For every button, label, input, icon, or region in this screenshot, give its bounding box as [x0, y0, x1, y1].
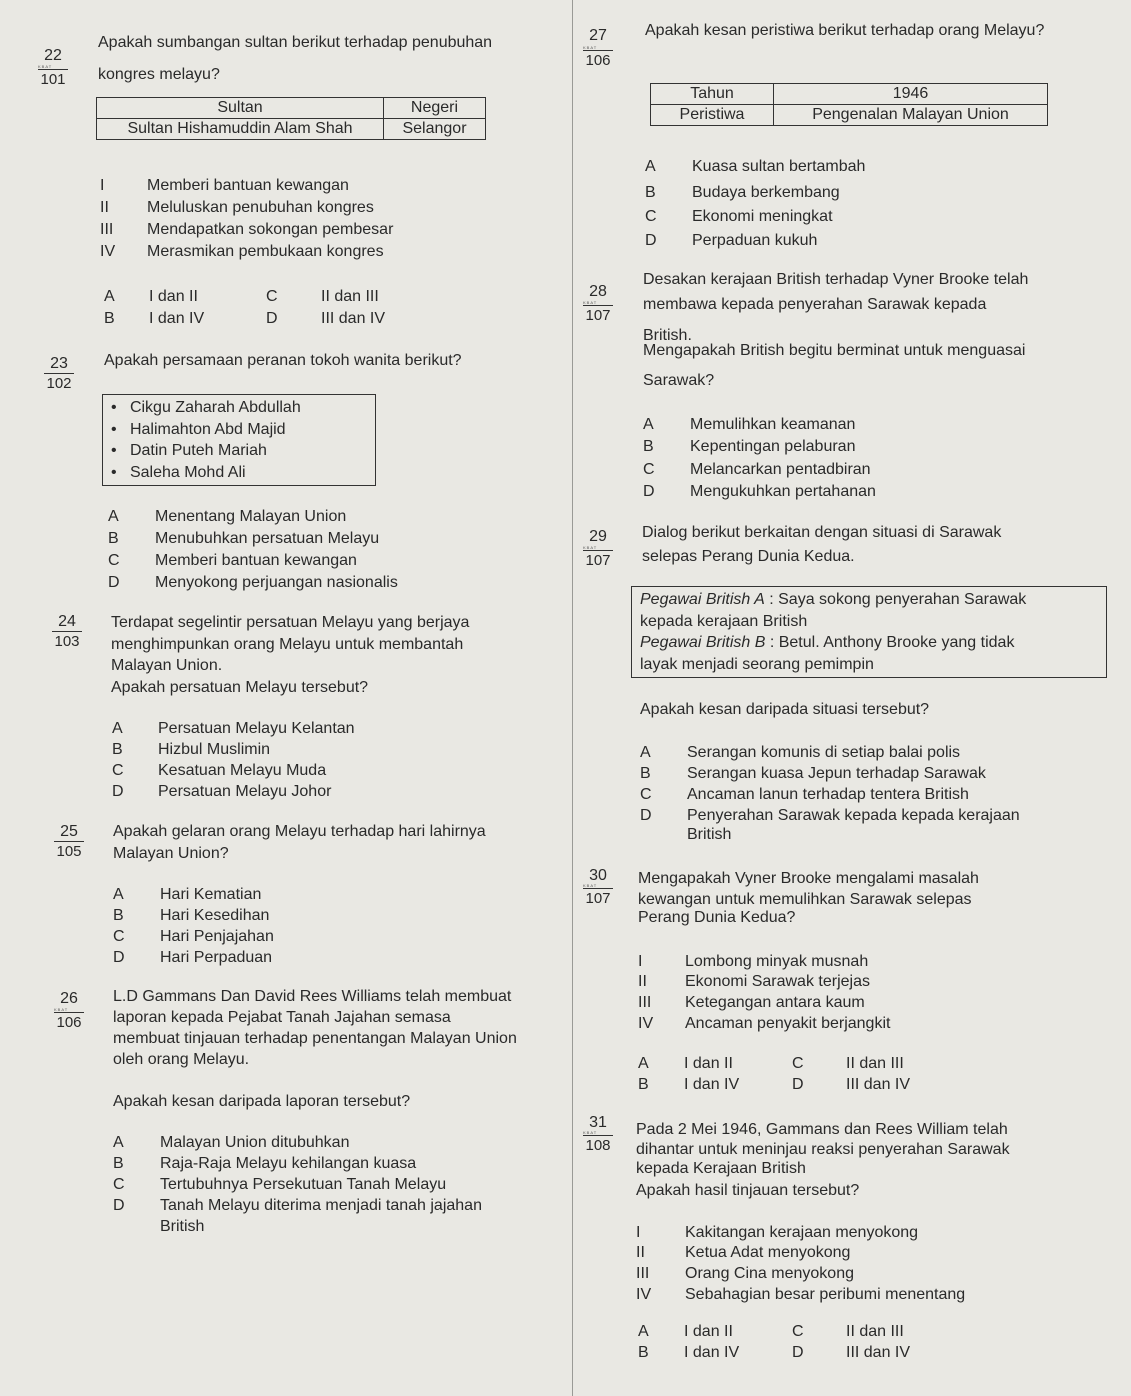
- q29-stem-line1: Dialog berikut berkaitan dengan situasi di Sarawak: [642, 524, 1002, 541]
- q27-option-d[interactable]: D Perpaduan kukuh: [645, 232, 818, 249]
- q29-dialog-line4: layak menjadi seorang pemimpin: [640, 655, 874, 673]
- q22-item-4: IV Merasmikan pembukaan kongres: [100, 243, 384, 260]
- q29-dialog-line3: Pegawai British B : Betul. Anthony Brooke yang tidak: [640, 634, 1015, 651]
- q26-stem-line5: Apakah kesan daripada laporan tersebut?: [113, 1093, 411, 1110]
- q22-table-header-sultan: Sultan: [97, 98, 384, 119]
- q29-dialog-line1: Pegawai British A : Saya sokong penyerahan Sarawak: [640, 591, 1027, 608]
- q25-option-c[interactable]: C Hari Penjajahan: [113, 928, 274, 945]
- q30-option-b[interactable]: B I dan IV: [638, 1076, 740, 1093]
- q26-stem-line1: L.D Gammans Dan David Rees Williams telah membuat: [113, 988, 512, 1005]
- q27-option-b[interactable]: B Budaya berkembang: [645, 184, 840, 201]
- q26-stem-line2: laporan kepada Pejabat Tanah Jajahan semasa: [113, 1009, 451, 1026]
- q28-stem-line5: Sarawak?: [643, 372, 715, 389]
- q30-option-a[interactable]: A I dan II: [638, 1055, 733, 1072]
- q22-item-3: III Mendapatkan sokongan pembesar: [100, 221, 394, 238]
- q30-option-d[interactable]: D III dan IV: [792, 1076, 911, 1093]
- q31-stem-line2: dihantar untuk meninjau reaksi penyerahan Sarawak: [636, 1141, 1010, 1158]
- q24-number: 24: [58, 613, 76, 630]
- q29-option-b[interactable]: B Serangan kuasa Jepun terhadap Sarawak: [640, 765, 986, 782]
- q22-option-a[interactable]: A I dan II: [104, 288, 198, 305]
- q28-stem-line1: Desakan kerajaan British terhadap Vyner Brooke telah: [643, 271, 1029, 288]
- q25-stem-line1: Apakah gelaran orang Melayu terhadap hari lahirnya: [113, 823, 486, 840]
- q30-item-2: II Ekonomi Sarawak terjejas: [638, 973, 870, 990]
- q29-dialog-line2: kepada kerajaan British: [640, 612, 808, 630]
- q22-option-d[interactable]: D III dan IV: [266, 310, 386, 327]
- q27-option-a[interactable]: A Kuasa sultan bertambah: [645, 158, 866, 175]
- q31-stem-line1: Pada 2 Mei 1946, Gammans dan Rees William telah: [636, 1121, 1008, 1138]
- q24-stem-line2: menghimpunkan orang Melayu untuk membantah: [111, 636, 464, 653]
- q25-stem-line2: Malayan Union?: [113, 845, 229, 862]
- q25-option-b[interactable]: B Hari Kesedihan: [113, 907, 270, 924]
- q29-stem-line2: selepas Perang Dunia Kedua.: [642, 548, 855, 565]
- q23-option-c[interactable]: C Memberi bantuan kewangan: [108, 552, 357, 569]
- q22-item-1: I Memberi bantuan kewangan: [100, 177, 349, 194]
- q28-option-a[interactable]: A Memulihkan keamanan: [643, 416, 856, 433]
- q29-dialog-box: [631, 586, 1107, 678]
- q22-option-c[interactable]: C II dan III: [266, 288, 379, 305]
- q28-number: 28: [589, 283, 607, 300]
- q22-item-2: II Meluluskan penubuhan kongres: [100, 199, 374, 216]
- q22-option-b[interactable]: B I dan IV: [104, 310, 205, 327]
- q30-item-4: IV Ancaman penyakit berjangkit: [638, 1015, 891, 1032]
- q24-option-d[interactable]: D Persatuan Melayu Johor: [112, 783, 332, 800]
- q25-number: 25: [60, 823, 78, 840]
- q31-ref: KBAT 108: [583, 1130, 613, 1154]
- q30-number: 30: [589, 867, 607, 884]
- q31-option-c[interactable]: C II dan III: [792, 1323, 904, 1340]
- q26-stem-line4: oleh orang Melayu.: [113, 1051, 250, 1068]
- q26-option-b[interactable]: B Raja-Raja Melayu kehilangan kuasa: [113, 1155, 417, 1172]
- q27-ref: KBAT 106: [583, 45, 613, 69]
- q30-stem-line2: kewangan untuk memulihkan Sarawak selepas: [638, 891, 972, 908]
- q26-option-a[interactable]: A Malayan Union ditubuhkan: [113, 1134, 350, 1151]
- q27-option-c[interactable]: C Ekonomi meningkat: [645, 208, 833, 225]
- q31-item-4: IV Sebahagian besar peribumi menentang: [636, 1286, 966, 1303]
- q23-list-box: [102, 394, 376, 486]
- q29-option-d[interactable]: D Penyerahan Sarawak kepada kepada kerajaan: [640, 807, 1020, 824]
- q30-stem-line3: Perang Dunia Kedua?: [638, 909, 796, 926]
- q22-table-cell-negeri: Selangor: [384, 119, 486, 140]
- q25-option-a[interactable]: A Hari Kematian: [113, 886, 262, 903]
- q26-option-c[interactable]: C Tertubuhnya Persekutuan Tanah Melayu: [113, 1176, 447, 1193]
- q24-ref: 103: [52, 631, 82, 650]
- q29-option-a[interactable]: A Serangan komunis di setiap balai polis: [640, 744, 961, 761]
- q28-stem-line4: Mengapakah British begitu berminat untuk menguasai: [643, 342, 1026, 359]
- q22-stem-line1: Apakah sumbangan sultan berikut terhadap penubuhan: [98, 34, 493, 51]
- q31-option-a[interactable]: A I dan II: [638, 1323, 733, 1340]
- q23-list-item: • Saleha Mohd Ali: [111, 463, 246, 481]
- q29-option-c[interactable]: C Ancaman lanun terhadap tentera British: [640, 786, 969, 803]
- q24-stem-line4: Apakah persatuan Melayu tersebut?: [111, 679, 369, 696]
- q30-item-1: I Lombong minyak musnah: [638, 953, 869, 970]
- q22-ref: KBAT 101: [38, 64, 68, 88]
- q23-option-b[interactable]: B Menubuhkan persatuan Melayu: [108, 530, 380, 547]
- q31-item-2: II Ketua Adat menyokong: [636, 1244, 851, 1261]
- q28-stem-line2: membawa kepada penyerahan Sarawak kepada: [643, 296, 987, 313]
- q24-stem-line1: Terdapat segelintir persatuan Melayu yang berjaya: [111, 614, 470, 631]
- q31-number: 31: [589, 1114, 607, 1131]
- q28-ref: KBAT 107: [583, 300, 613, 324]
- q23-stem: Apakah persamaan peranan tokoh wanita berikut?: [104, 352, 462, 369]
- q22-table-cell-sultan: Sultan Hishamuddin Alam Shah: [97, 119, 384, 140]
- q26-option-d[interactable]: D Tanah Melayu diterima menjadi tanah jajahan: [113, 1197, 482, 1214]
- q28-option-d[interactable]: D Mengukuhkan pertahanan: [643, 483, 876, 500]
- q27-table-cell-peristiwa: Peristiwa: [651, 105, 774, 126]
- q26-option-d-cont: British: [160, 1218, 205, 1235]
- q28-option-b[interactable]: B Kepentingan pelaburan: [643, 438, 856, 455]
- q29-question: Apakah kesan daripada situasi tersebut?: [640, 701, 930, 718]
- q30-item-3: III Ketegangan antara kaum: [638, 994, 865, 1011]
- q26-ref: KBAT 106: [54, 1007, 84, 1031]
- q27-table-cell-event: Pengenalan Malayan Union: [774, 105, 1048, 126]
- q26-stem-line3: membuat tinjauan terhadap penentangan Malayan Union: [113, 1030, 517, 1047]
- q26-number: 26: [60, 990, 78, 1007]
- q23-list-item: • Halimahton Abd Majid: [111, 420, 286, 438]
- q24-stem-line3: Malayan Union.: [111, 657, 223, 674]
- q31-item-1: I Kakitangan kerajaan menyokong: [636, 1224, 919, 1241]
- column-divider: [572, 0, 573, 1396]
- q27-stem: Apakah kesan peristiwa berikut terhadap orang Melayu?: [645, 22, 1045, 39]
- q27-table-header-tahun: Tahun: [651, 84, 774, 105]
- q30-ref: KBAT 107: [583, 883, 613, 907]
- q24-option-b[interactable]: B Hizbul Muslimin: [112, 741, 271, 758]
- q27-table: [650, 83, 1048, 126]
- q29-ref: KBAT 107: [583, 545, 613, 569]
- q31-item-3: III Orang Cina menyokong: [636, 1265, 854, 1282]
- q22-number: 22: [44, 47, 62, 64]
- q31-option-d[interactable]: D III dan IV: [792, 1344, 911, 1361]
- q31-option-b[interactable]: B I dan IV: [638, 1344, 740, 1361]
- q24-option-c[interactable]: C Kesatuan Melayu Muda: [112, 762, 327, 779]
- q22-table-header-negeri: Negeri: [384, 98, 486, 119]
- q30-stem-line1: Mengapakah Vyner Brooke mengalami masalah: [638, 870, 979, 887]
- q23-list-item: • Cikgu Zaharah Abdullah: [111, 399, 301, 416]
- q23-ref: 102: [44, 373, 74, 392]
- q28-stem-line3: British.: [643, 327, 692, 344]
- q22-stem-line2: kongres melayu?: [98, 66, 220, 83]
- q29-number: 29: [589, 528, 607, 545]
- q31-stem-line4: Apakah hasil tinjauan tersebut?: [636, 1182, 860, 1199]
- q27-table-header-year: 1946: [774, 84, 1048, 105]
- q23-option-d[interactable]: D Menyokong perjuangan nasionalis: [108, 574, 398, 591]
- q23-option-a[interactable]: A Menentang Malayan Union: [108, 508, 347, 525]
- q22-table: [96, 97, 486, 140]
- q23-number: 23: [50, 355, 68, 372]
- q27-number: 27: [589, 27, 607, 44]
- q28-option-c[interactable]: C Melancarkan pentadbiran: [643, 461, 871, 478]
- q23-list-item: • Datin Puteh Mariah: [111, 442, 267, 459]
- q30-option-c[interactable]: C II dan III: [792, 1055, 904, 1072]
- q24-option-a[interactable]: A Persatuan Melayu Kelantan: [112, 720, 355, 737]
- q31-stem-line3: kepada Kerajaan British: [636, 1160, 806, 1177]
- q25-option-d[interactable]: D Hari Perpaduan: [113, 949, 273, 966]
- q29-option-d-cont: British: [687, 826, 732, 843]
- q25-ref: 105: [54, 841, 84, 860]
